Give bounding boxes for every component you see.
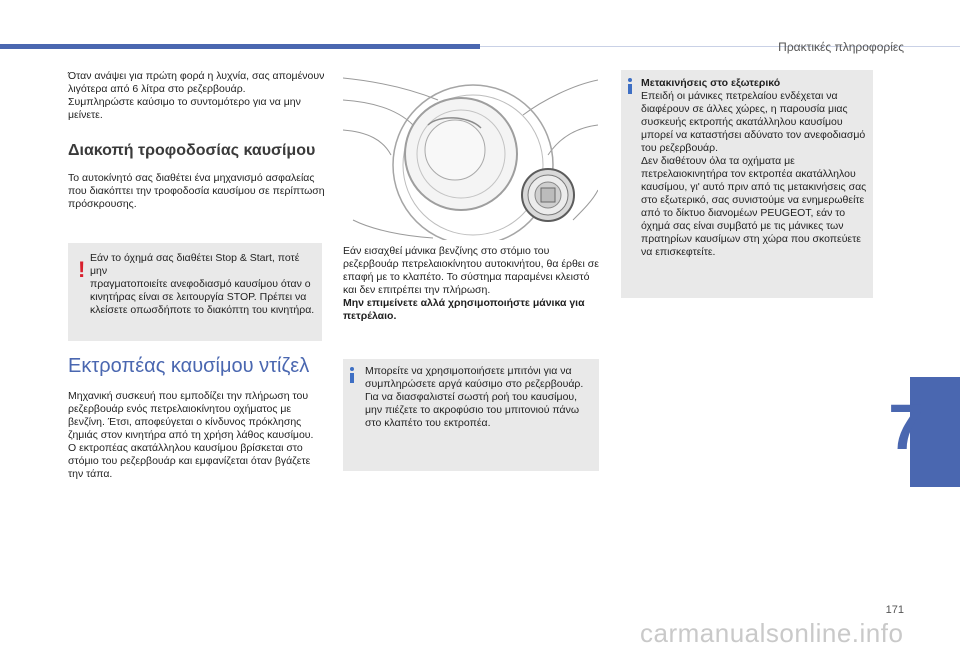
text-line: πραγματοποιείτε ανεφοδιασμό καυσίμου όταν ο [90, 278, 311, 290]
text-line: να επισκεφτείτε. [641, 246, 716, 258]
warning-exclamation-icon: ! [78, 257, 86, 282]
chapter-number: 7 [888, 391, 924, 463]
text-line: Μπορείτε να χρησιμοποιήσετε μπιτόνι για να [365, 365, 572, 377]
fuel-cutoff-paragraph [68, 172, 326, 211]
text-line: μπορεί να καταστήσει αδύνατο τον ανεφοδιασμό [641, 129, 866, 141]
text-line: Δεν διαθέτουν όλα τα οχήματα με [641, 155, 795, 167]
text-line: την τάπα. [68, 468, 113, 480]
fuel-filler-illustration [343, 70, 598, 240]
text-line: που διακόπτει την τροφοδοσία καυσίμου σε περίπτωση [68, 185, 325, 197]
warning-box [68, 243, 322, 341]
text-line: στόμιο του ρεζερβουάρ και εμφανίζεται όταν βγάζετε [68, 455, 311, 467]
info-box-abroad [621, 70, 873, 298]
text-line: μην πιέζετε το ακροφύσιο του μπιτονιού πάνω [365, 404, 580, 416]
diesel-misfuel-paragraph [68, 390, 326, 481]
text-line: Επειδή οι μάνικες πετρελαίου ενδέχεται να [641, 90, 838, 102]
text-line: κινητήρας είναι σε λειτουργία STOP. Πρέπει να [90, 291, 307, 303]
text-line: επαφή με το κλαπέτο. Το σύστημα παραμένει κλειστό [343, 271, 590, 283]
figure-caption [343, 245, 601, 323]
text-line: ζημιάς στον κινητήρα από τη χρήση λάθος καυσίμου. [68, 429, 314, 441]
text-line: του ρεζερβουάρ. [641, 142, 719, 154]
text-line: και δεν επιτρέπει την πλήρωση. [343, 284, 491, 296]
text-line: Μηχανική συσκευή που εμποδίζει την πλήρωση του [68, 390, 309, 402]
text-line: όχημά σας είναι συμβατό με τις μάνικες των [641, 220, 844, 232]
text-line: από το δίκτυο διανομέων PEUGEOT, εάν το [641, 207, 846, 219]
text-line: λιγότερα από 6 λίτρα στο ρεζερβουάρ. [68, 83, 246, 95]
text-line: Ο εκτροπέας ακατάλληλου καυσίμου βρίσκεται στο [68, 442, 303, 454]
diesel-misfuel-heading: Εκτροπέας καυσίμου ντίζελ [68, 355, 310, 377]
info-title: Μετακινήσεις στο εξωτερικό [641, 77, 781, 89]
watermark: carmanualsonline.info [640, 618, 904, 648]
text-line: Όταν ανάψει για πρώτη φορά η λυχνία, σας απομένουν [68, 70, 325, 82]
text-line: πετρελαιοκινητήρα τον εκτροπέα ακατάλληλου [641, 168, 856, 180]
text-line: συμπληρώσετε αργά καύσιμο στο ρεζερβουάρ. [365, 378, 584, 390]
text-line: πρόσκρουσης. [68, 198, 137, 210]
text-line: στο εξωτερικό, σας συνιστούμε να ενημερωθείτε [641, 194, 865, 206]
text-line: Για να διασφαλιστεί σωστή ροή του καυσίμου, [365, 391, 578, 403]
intro-paragraph [68, 70, 326, 122]
text-line: Συμπληρώστε καύσιμο το συντομότερο για να μην [68, 96, 301, 108]
text-line: Εάν εισαχθεί μάνικα βενζίνης στο στόμιο του [343, 245, 550, 257]
text-line: στο κλαπέτο του εκτροπέα. [365, 417, 491, 429]
text-line: συσκευής εκτροπής ακατάλληλου καυσίμου [641, 116, 843, 128]
text-line: Μην επιμείνετε αλλά χρησιμοποιήστε μάνικα για [343, 297, 585, 309]
text-line: πρατηρίων καυσίμων στη χώρα που σκοπεύετε [641, 233, 861, 245]
text-line: πετρέλαιο. [343, 310, 397, 322]
info-icon [349, 367, 355, 383]
info-icon [627, 78, 633, 94]
text-line: ρεζερβουάρ ενός πετρελαιοκίνητου οχήματος με [68, 403, 292, 415]
text-line: Εάν το όχημά σας διαθέτει Stop & Start, ποτέ μην [90, 252, 300, 277]
section-title: Πρακτικές πληροφορίες [778, 40, 904, 54]
page-number: 171 [885, 604, 904, 616]
info-box-jerrycan [343, 359, 599, 471]
text-line: καυσίμου, γι' αυτό πριν από τις μετακινήσεις σας [641, 181, 867, 193]
text-line: διαφέρουν σε άλλες χώρες, η παρουσία μιας [641, 103, 848, 115]
text-line: μείνετε. [68, 109, 103, 121]
text-line: Το αυτοκίνητό σας διαθέτει ένα μηχανισμό ασφαλείας [68, 172, 315, 184]
text-line: βενζίνη. Έτσι, αποφεύγεται ο κίνδυνος πρόκλησης [68, 416, 302, 428]
text-line: ρεζερβουάρ πετρελαιοκίνητου αυτοκινήτου, θα έρθει σε [343, 258, 599, 270]
text-line: κλείσετε οπωσδήποτε το διακόπτη του κινητήρα. [90, 304, 315, 316]
fuel-cutoff-heading: Διακοπή τροφοδοσίας καυσίμου [68, 142, 316, 159]
header-accent-bar [0, 44, 480, 49]
